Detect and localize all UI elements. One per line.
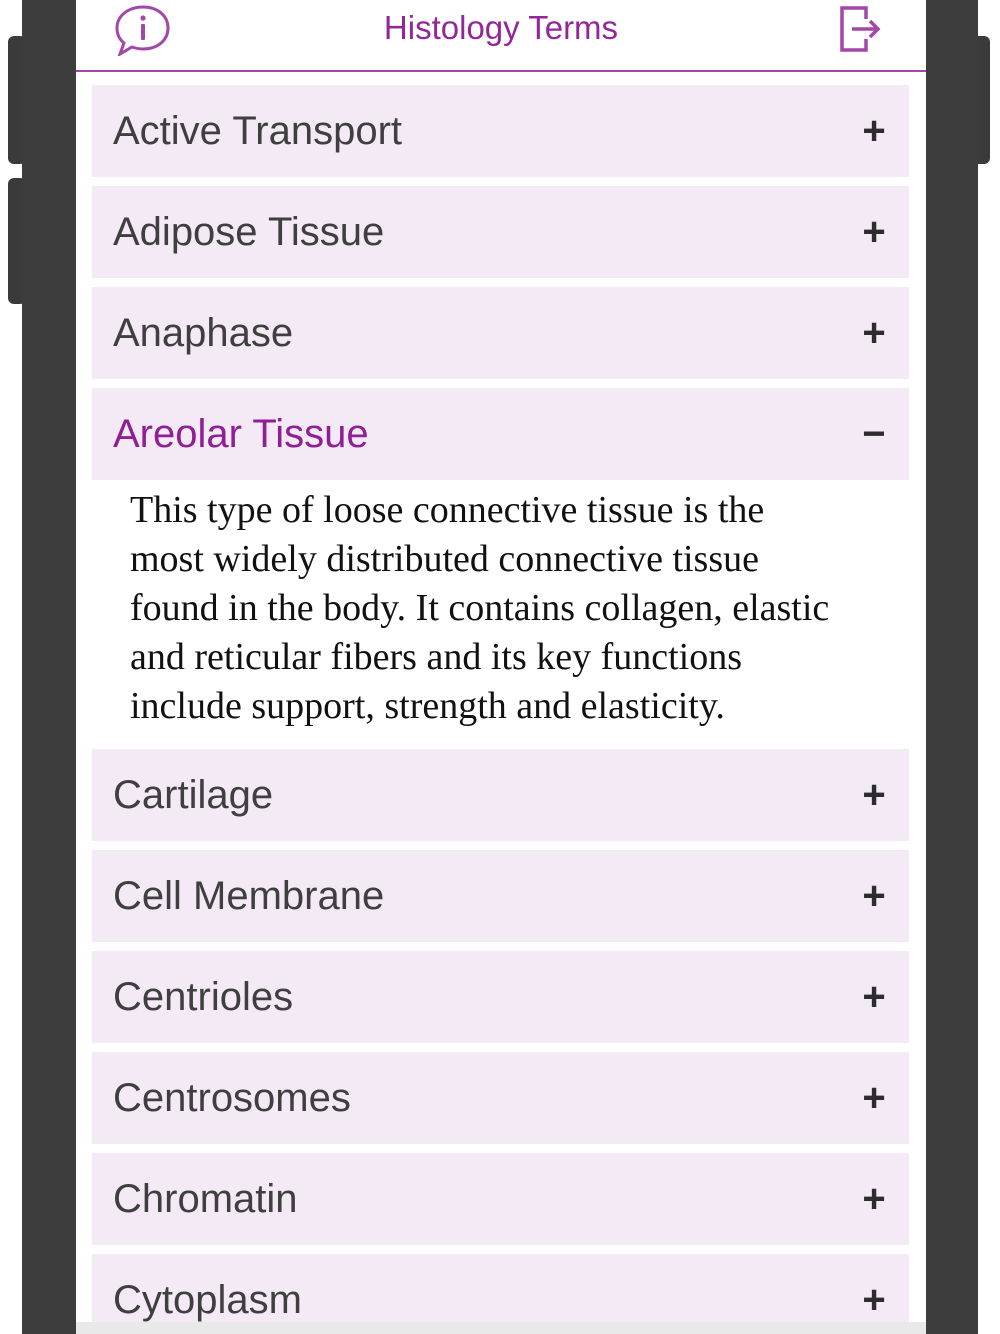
term-label: Cartilage [113,773,274,817]
term-item-adipose-tissue[interactable] [92,186,909,278]
nav-header [76,0,926,72]
term-label: Anaphase [113,311,294,355]
collapse-minus-icon[interactable]: − [862,412,886,456]
term-label: Adipose Tissue [113,210,385,254]
term-definition: This type of loose connective tissue is the most widely distributed connective tissue found in the body. It contains collagen, elastic and reticular fibers and its key functions include support, strength and elasticity. [92,480,909,741]
page-title: Histology Terms [383,9,619,46]
exit-icon[interactable] [836,4,884,54]
expand-plus-icon[interactable]: + [862,1278,886,1322]
term-label: Active Transport [113,109,403,153]
expand-plus-icon[interactable]: + [862,975,886,1019]
term-label: Cell Membrane [113,874,385,918]
expand-plus-icon[interactable]: + [862,210,886,254]
app-screen [76,0,926,1334]
term-label: Areolar Tissue [113,412,369,456]
expand-plus-icon[interactable]: + [862,874,886,918]
bottom-strip [76,1322,926,1334]
expand-plus-icon[interactable]: + [862,773,886,817]
term-item-anaphase[interactable] [92,287,909,379]
bezel-right [926,0,978,1334]
term-item-cartilage[interactable] [92,749,909,841]
term-item-active-transport[interactable] [92,85,909,177]
term-item-centrosomes[interactable] [92,1052,909,1144]
term-label: Chromatin [113,1177,298,1221]
expand-plus-icon[interactable]: + [862,109,886,153]
term-item-chromatin[interactable] [92,1153,909,1245]
expand-plus-icon[interactable]: + [862,1177,886,1221]
expand-plus-icon[interactable]: + [862,1076,886,1120]
term-label: Centrioles [113,975,294,1019]
terms-accordion [92,85,909,1334]
bezel-left [22,0,76,1334]
expand-plus-icon[interactable]: + [862,311,886,355]
term-item-areolar-tissue[interactable] [92,388,909,480]
term-item-centrioles[interactable] [92,951,909,1043]
term-label: Cytoplasm [113,1278,302,1322]
term-label: Centrosomes [113,1076,351,1120]
term-item-cell-membrane[interactable] [92,850,909,942]
